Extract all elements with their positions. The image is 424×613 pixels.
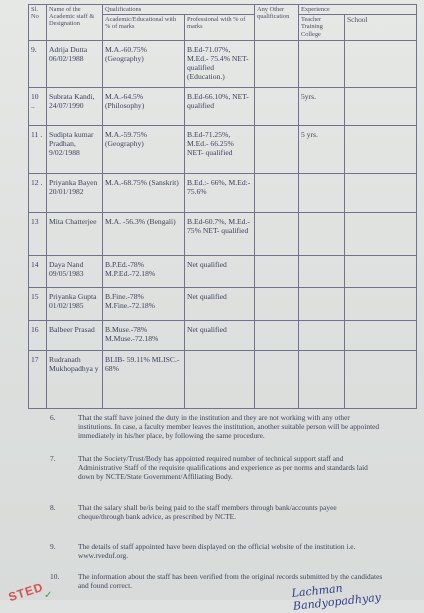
cell-professional: B.Ed-71.07%, M.Ed.- 75.4% NET- qualified (Education.) (185, 41, 255, 88)
cell-school (345, 41, 417, 88)
cell-name: Mita Chatterjee (47, 213, 103, 256)
cell-teacher-training: 5 yrs. (299, 126, 345, 174)
cell-teacher-training (299, 288, 345, 321)
table-row (29, 351, 417, 409)
cell-sl: 14 (29, 256, 47, 288)
note-text: That the Society/Trust/Body has appointed required number of technical support staff and Administrative Staff of the requisite qualifications and experience as per norms and standards laid down by NCTE/State Government/Affiliating Body. (78, 454, 368, 481)
cell-name: Adrija Dutta 06/02/1988 (47, 41, 103, 88)
cell-teacher-training (299, 256, 345, 288)
cell-other (255, 256, 299, 288)
cell-school (345, 288, 417, 321)
note-number: 8. (50, 503, 56, 512)
table-row (29, 321, 417, 351)
cell-professional: B.Ed-71.25%, M.Ed.- 66.25% NET- qualified (185, 126, 255, 174)
cell-academic: BLIB- 59.11% MLISC.- 68% (103, 351, 185, 409)
cell-name: Priyanka Bayen 20/01/1982 (47, 174, 103, 213)
header-teacher-training: Teacher Training College (299, 15, 345, 41)
cell-professional (185, 351, 255, 409)
cell-professional: B.Ed-66.10%, NET- qualified (185, 88, 255, 126)
cell-academic: B.P.Ed.-78% M.P.Ed.-72.18% (103, 256, 185, 288)
cell-professional: Net qualified (185, 256, 255, 288)
cell-other (255, 213, 299, 256)
cell-academic: M.A.-68.75% (Sanskrit) (103, 174, 185, 213)
cell-sl: 15 (29, 288, 47, 321)
table-row (29, 256, 417, 288)
table-row (29, 213, 417, 256)
cell-academic: B.Muse.-78% M.Muse.-72.18% (103, 321, 185, 351)
cell-school (345, 126, 417, 174)
cell-name: Subrata Kandi, 24/07/1990 (47, 88, 103, 126)
cell-name: Priyanka Gupta 01/02/1985 (47, 288, 103, 321)
cell-school (345, 256, 417, 288)
cell-teacher-training (299, 351, 345, 409)
stamp-mark-icon: ✓ (44, 590, 53, 601)
cell-sl: 13 (29, 213, 47, 256)
note-6 (50, 413, 380, 443)
signature: Lachman Bandyopadhyay (291, 581, 382, 613)
note-text: The information about the staff has been verified from the original records submitted by the candidates and found correct. (78, 572, 383, 590)
table-row (29, 88, 417, 126)
cell-academic: M.A. -56.3% (Bengali) (103, 213, 185, 256)
cell-name: Balbeer Prasad (47, 321, 103, 351)
header-professional: Professional with % of marks (185, 15, 255, 41)
cell-sl: 16 (29, 321, 47, 351)
cell-professional: Net qualified (185, 288, 255, 321)
cell-teacher-training: 5yrs. (299, 88, 345, 126)
header-sl-no: Sl. No (29, 5, 47, 41)
note-text: That the salary shall be/is being paid to the staff members through bank/accounts payee cheque/through bank advice, as prescribed by NCTE. (78, 503, 337, 521)
header-school: School (345, 15, 417, 41)
cell-other (255, 88, 299, 126)
cell-other (255, 174, 299, 213)
header-qualifications: Qualifications (103, 5, 255, 15)
cell-sl: 17 (29, 351, 47, 409)
cell-other (255, 321, 299, 351)
staff-table (28, 4, 417, 409)
cell-other (255, 351, 299, 409)
note-text: That the staff have joined the duty in the institution and they are not working with any other institutions. In case, a faculty member leaves the institution, another suitable person will be appointed immediately in his/her place, by following the same procedure. (78, 413, 380, 440)
header-name: Name of the Academic staff & Designation (47, 5, 103, 41)
header-experience: Experience (299, 5, 417, 15)
cell-school (345, 351, 417, 409)
note-number: 10. (50, 572, 60, 581)
cell-academic: B.Fine.-78% M.Fine.-72.18% (103, 288, 185, 321)
cell-academic: M.A.-60.75% (Geography) (103, 41, 185, 88)
cell-sl: 11 . (29, 126, 47, 174)
cell-school (345, 88, 417, 126)
cell-other (255, 288, 299, 321)
cell-other (255, 41, 299, 88)
cell-academic: M.A.-59.75% (Geography) (103, 126, 185, 174)
cell-teacher-training (299, 41, 345, 88)
table-row (29, 288, 417, 321)
cell-school (345, 174, 417, 213)
note-7 (50, 454, 370, 494)
cell-other (255, 126, 299, 174)
header-academic: Academic/Educational with % of marks (103, 15, 185, 41)
table-row (29, 174, 417, 213)
note-text: The details of staff appointed have been displayed on the official website of the institution i.e. www.rveduf.org. (78, 542, 356, 560)
note-number: 7. (50, 454, 56, 463)
cell-name: Rudranath Mukhopadhya y (47, 351, 103, 409)
cell-sl: 12 . (29, 174, 47, 213)
table-row (29, 41, 417, 88)
cell-name: Sudipta kumar Pradhan, 9/02/1988 (47, 126, 103, 174)
header-other-qualification: Any Other qualification (255, 5, 299, 41)
cell-sl: 9. (29, 41, 47, 88)
cell-professional: Net qualified (185, 321, 255, 351)
cell-teacher-training (299, 213, 345, 256)
cell-name: Daya Nand 09/05/1983 (47, 256, 103, 288)
cell-school (345, 321, 417, 351)
table-row (29, 126, 417, 174)
attested-stamp: STED (6, 579, 46, 605)
cell-school (345, 213, 417, 256)
cell-teacher-training (299, 174, 345, 213)
cell-sl: 10 .. (29, 88, 47, 126)
note-9 (50, 542, 370, 562)
note-8 (50, 503, 370, 531)
cell-professional: B.Ed-60.7%, M.Ed.- 75% NET- qualified (185, 213, 255, 256)
note-number: 6. (50, 413, 56, 422)
cell-teacher-training (299, 321, 345, 351)
cell-academic: M.A.-64.5% (Philosophy) (103, 88, 185, 126)
note-number: 9. (50, 542, 56, 551)
cell-professional: B.Ed.:- 66%, M.Ed:- 75.6% (185, 174, 255, 213)
